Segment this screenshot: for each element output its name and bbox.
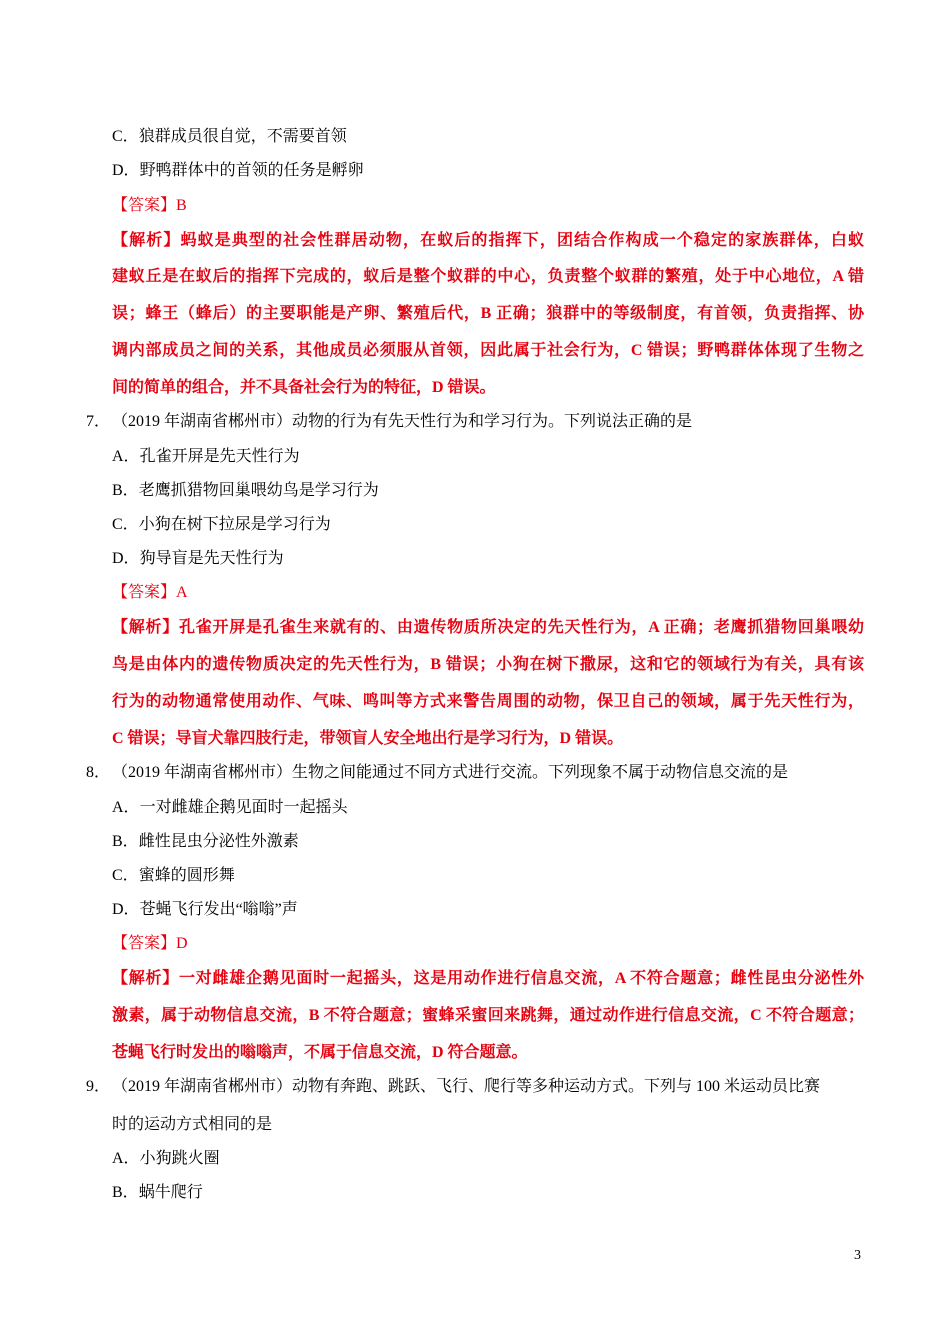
option-text: 蜜蜂的圆形舞 <box>138 867 235 884</box>
option-label: A． <box>112 799 140 816</box>
option-text: 一对雌雄企鹅见面时一起摇头 <box>139 799 348 816</box>
q6-explanation-line-1: 【解析】蚂蚁是典型的社会性群居动物，在蚁后的指挥下，团结合作构成一个稳定的家族群体，白蚁 <box>112 232 864 249</box>
q6-explanation-line-2: 建蚁丘是在蚁后的指挥下完成的，蚁后是整个蚁群的中心，负责整个蚁群的繁殖，处于中心地位，A 错 <box>112 268 864 285</box>
option-label: A． <box>112 1150 140 1167</box>
q7-answer <box>112 582 188 604</box>
option-label: C． <box>112 128 139 145</box>
option-text: 蜗牛爬行 <box>138 1184 203 1201</box>
option-text: 苍蝇飞行发出“嗡嗡”声 <box>139 901 298 918</box>
q8-explanation-line-1: 【解析】一对雌雄企鹅见面时一起摇头，这是用动作进行信息交流，A 不符合题意；雌性昆虫分泌性外 <box>112 970 864 987</box>
option-text: 小狗跳火圈 <box>139 1150 220 1167</box>
q7-explanation-line-3: 行为的动物通常使用动作、气味、鸣叫等方式来警告周围的动物，保卫自己的领域，属于先天性行为， <box>112 693 864 710</box>
q9-option-b <box>112 1182 203 1204</box>
q8-option-d <box>112 899 298 921</box>
option-text: 狼群成员很自觉，不需要首领 <box>138 128 347 145</box>
option-label: B． <box>112 1184 139 1201</box>
q7-option-b <box>112 480 379 502</box>
option-label: C． <box>112 867 139 884</box>
answer-value: B <box>176 197 187 214</box>
q9-number: 9． <box>86 1078 111 1095</box>
answer-tag: 【答案】 <box>112 584 177 601</box>
option-text: 雌性昆虫分泌性外激素 <box>138 833 299 850</box>
q7-explanation-line-1: 【解析】孔雀开屏是孔雀生来就有的、由遗传物质所决定的先天性行为，A 正确；老鹰抓猎物回巢喂幼 <box>112 619 864 636</box>
q6-answer <box>112 195 187 217</box>
q9-stem-line-2: 时的运动方式相同的是 <box>112 1116 273 1133</box>
answer-value: D <box>176 935 188 952</box>
answer-value: A <box>176 584 188 601</box>
q7-option-d <box>112 548 284 570</box>
q6-option-c <box>112 126 347 148</box>
q7-option-c <box>112 514 331 536</box>
option-text: 野鸭群体中的首领的任务是孵卵 <box>139 162 364 179</box>
option-label: A． <box>112 448 140 465</box>
option-label: D． <box>112 901 140 918</box>
q8-option-b <box>112 831 299 853</box>
q7-number: 7． <box>86 413 111 430</box>
q6-explanation-line-5: 间的简单的组合，并不具备社会行为的特征，D 错误。 <box>112 379 496 396</box>
q6-explanation-line-4: 调内部成员之间的关系，其他成员必须服从首领，因此属于社会行为，C 错误；野鸭群体体现了生物之 <box>112 342 864 359</box>
explanation-tag: 【解析】 <box>112 232 181 249</box>
explanation-tag: 【解析】 <box>112 970 180 987</box>
q8-option-a <box>112 797 348 819</box>
q8-stem: （2019 年湖南省郴州市）生物之间能通过不同方式进行交流。下列现象不属于动物信息交流的是 <box>112 764 789 781</box>
q7-option-a <box>112 446 300 468</box>
option-text: 小狗在树下拉尿是学习行为 <box>138 516 331 533</box>
q9-stem-line-1: （2019 年湖南省郴州市）动物有奔跑、跳跃、飞行、爬行等多种运动方式。下列与 100 米运动员比赛 <box>112 1078 821 1095</box>
page-number: 3 <box>854 1248 861 1263</box>
option-label: D． <box>112 550 140 567</box>
option-label: B． <box>112 833 139 850</box>
q8-explanation-line-2: 激素，属于动物信息交流，B 不符合题意；蜜蜂采蜜回来跳舞，通过动作进行信息交流，C 不符合题意； <box>112 1007 864 1024</box>
answer-tag: 【答案】 <box>112 935 177 952</box>
q7-explanation-line-2: 鸟是由体内的遗传物质决定的先天性行为，B 错误；小狗在树下撒尿，这和它的领域行为有关，具有该 <box>112 656 864 673</box>
q7-explanation-line-4: C 错误；导盲犬靠四肢行走，带领盲人安全地出行是学习行为，D 错误。 <box>112 730 624 747</box>
q8-option-c <box>112 865 235 887</box>
explanation-tag: 【解析】 <box>112 619 180 636</box>
option-text: 狗导盲是先天性行为 <box>139 550 284 567</box>
q7-stem: （2019 年湖南省郴州市）动物的行为有先天性行为和学习行为。下列说法正确的是 <box>112 413 693 430</box>
q8-answer <box>112 933 188 955</box>
q6-option-d <box>112 160 364 182</box>
q8-explanation-line-3: 苍蝇飞行时发出的嗡嗡声，不属于信息交流，D 符合题意。 <box>112 1044 528 1061</box>
option-label: C． <box>112 516 139 533</box>
answer-tag: 【答案】 <box>112 197 177 214</box>
q6-explanation-line-3: 误；蜂王（蜂后）的主要职能是产卵、繁殖后代，B 正确；狼群中的等级制度，有首领，负责指挥、协 <box>112 305 864 322</box>
option-label: D． <box>112 162 140 179</box>
q9-option-a <box>112 1148 220 1170</box>
option-label: B． <box>112 482 139 499</box>
q8-number: 8． <box>86 764 111 781</box>
option-text: 孔雀开屏是先天性行为 <box>139 448 300 465</box>
option-text: 老鹰抓猎物回巢喂幼鸟是学习行为 <box>138 482 379 499</box>
